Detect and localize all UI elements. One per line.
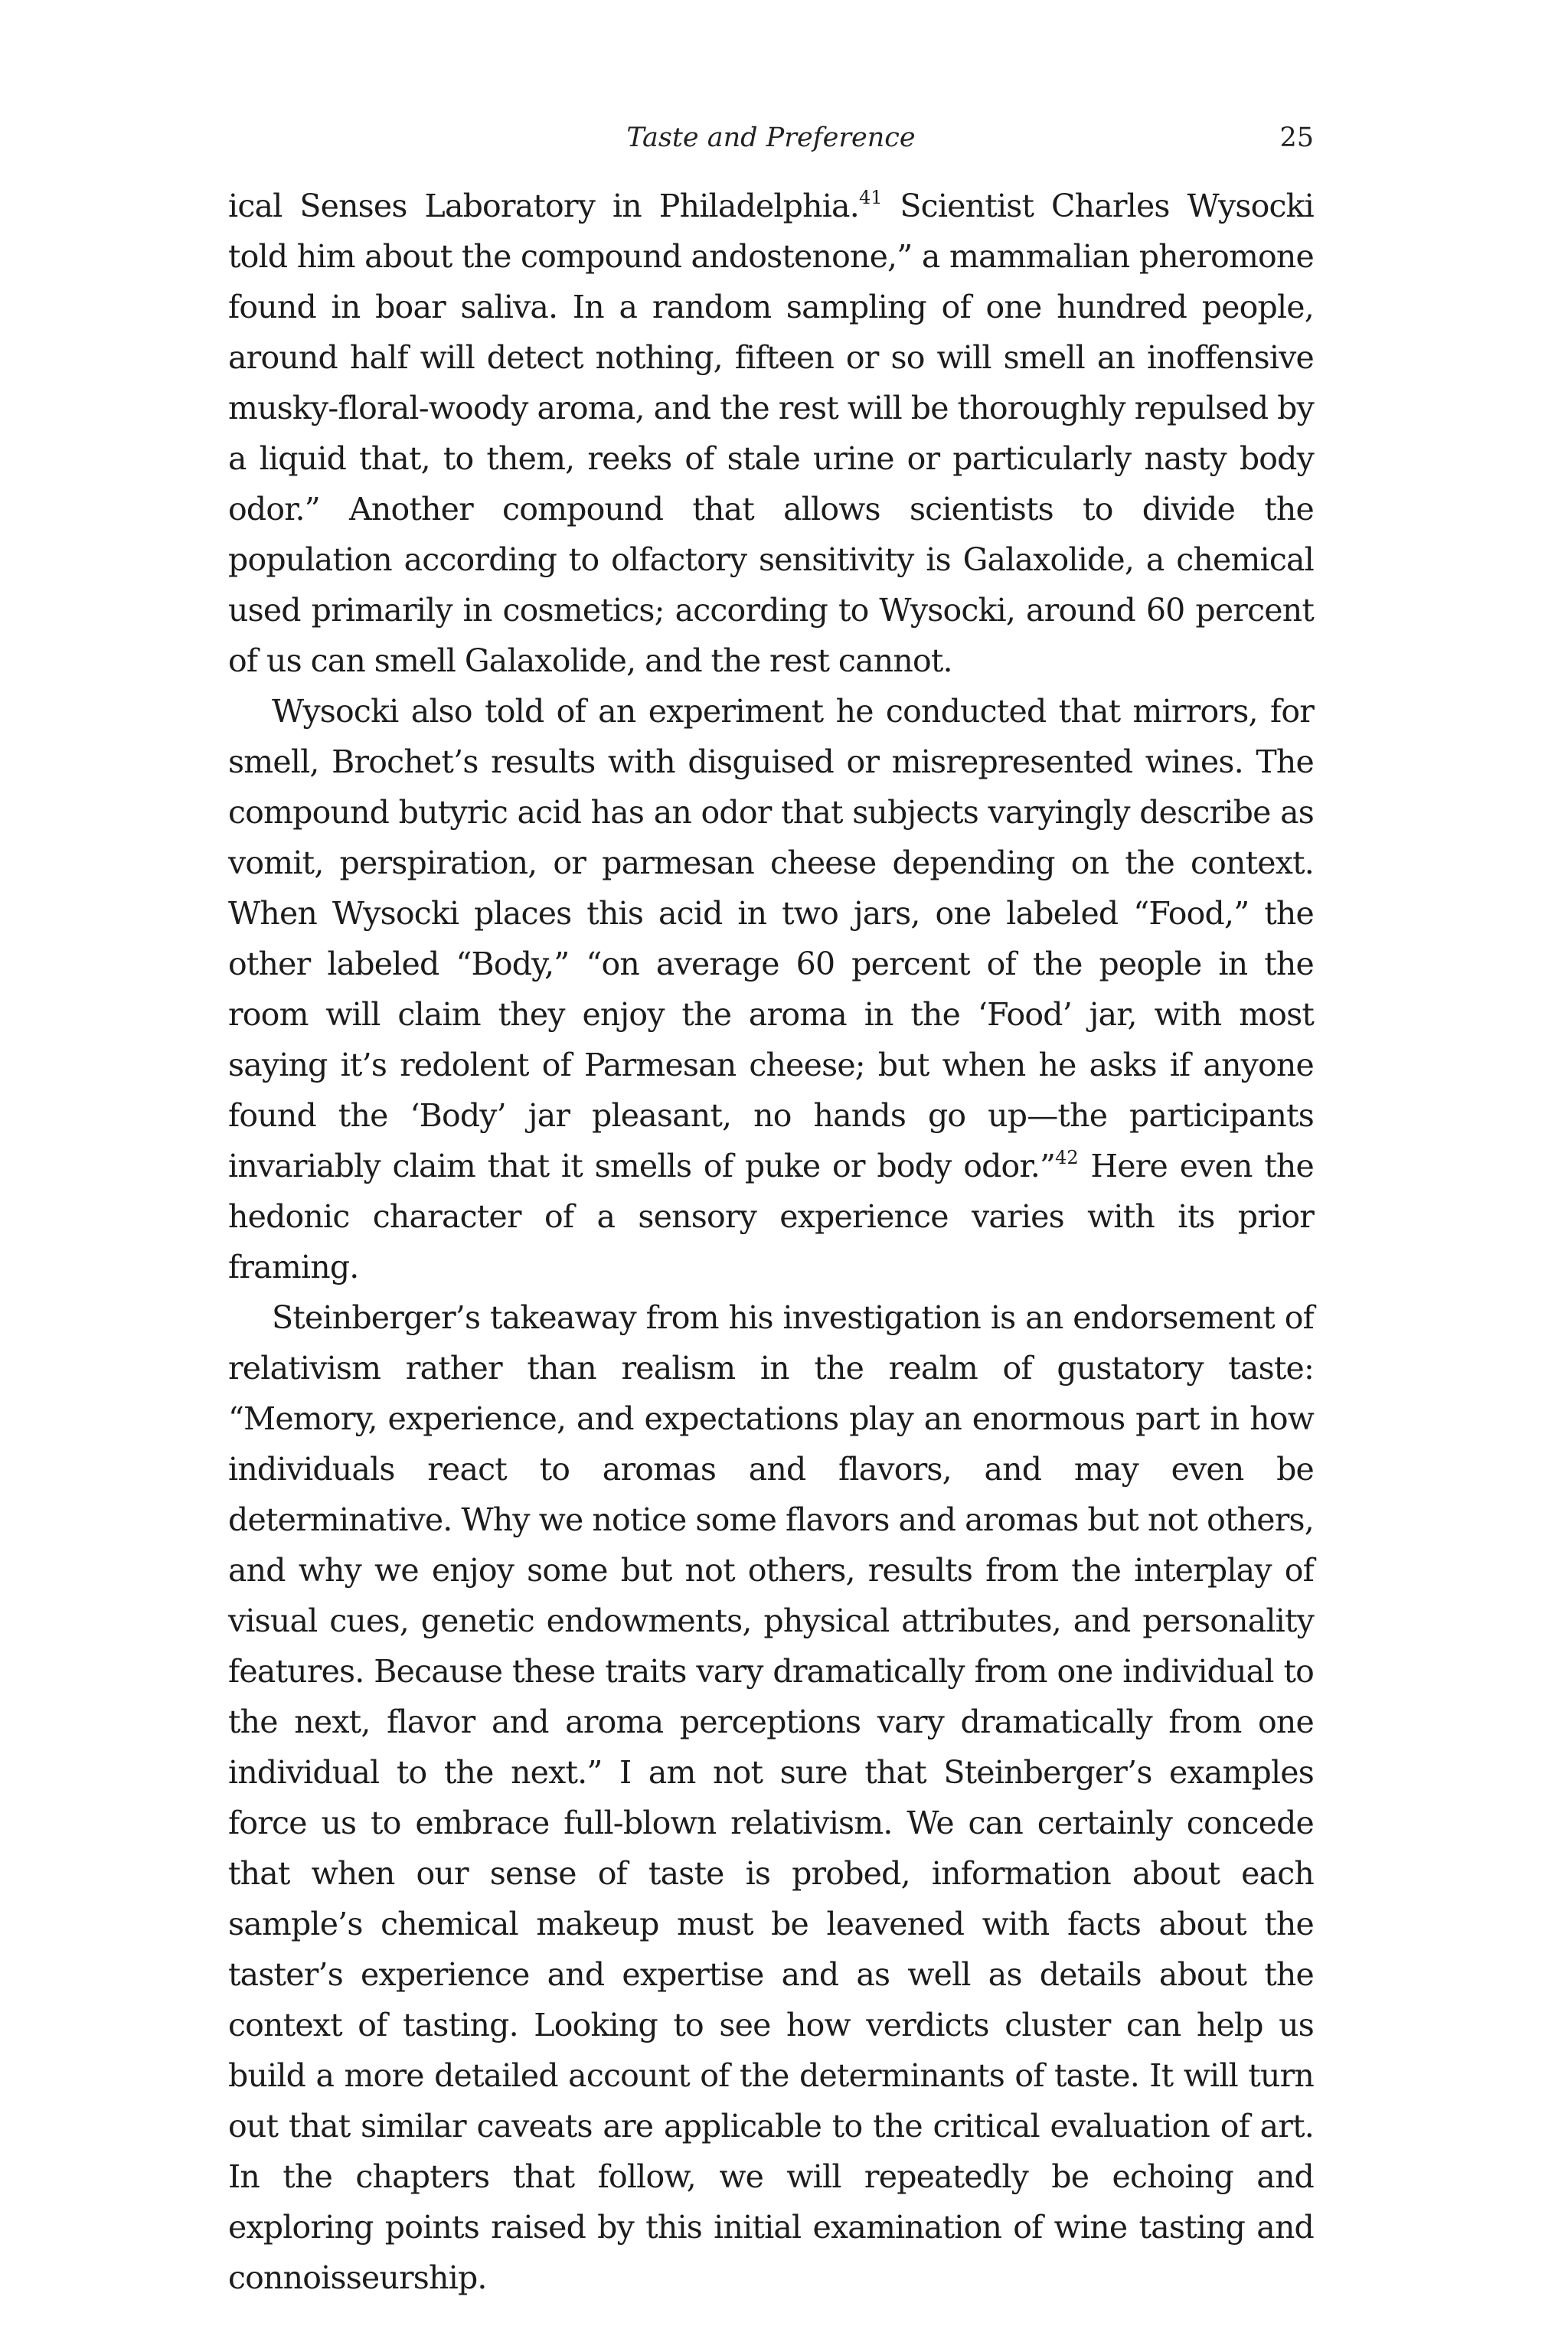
footnote-ref-41[interactable]: 41 (858, 187, 883, 208)
paragraph-text: ical Senses Laboratory in Philadelphia. (228, 188, 859, 224)
footnote-ref-42[interactable]: 42 (1055, 1147, 1079, 1168)
paragraph-text: Steinberger’s takeaway from his investigation is an endorsement of relativism rather than realism in the realm of gustatory taste: “Memory, experience, and expectations play an enormous part in how individuals react to aromas and flavors, and may even be determinative. Why we notice some flavors and aromas but not others, and why we enjoy some but not others, results from the interplay of visual cues, genetic endowments, physical attributes, and personality features. Because these traits vary dramatically from one individual to the next, flavor and aroma perceptions vary dramatically from one individual to the next.” I am not sure that Steinberger’s examples force us to embrace full-blown relativism. We can certainly concede that when our sense of taste is probed, information about each sample’s chemical makeup must be leavened with facts about the taster’s experience and expertise and as well as details about the context of tasting. Looking to see how verdicts cluster can help us build a more detailed account of the determinants of taste. It will turn out that similar caveats are applicable to the critical evaluation of art. In the chapters that follow, we will repeatedly be echoing and exploring points raised by this initial examination of wine tasting and connoisseurship. (228, 1299, 1314, 2296)
paragraph-text: Here even the hedonic character of a sensory experience varies with its prior framing. (228, 1148, 1315, 1285)
paragraph-3 (228, 1292, 1314, 2303)
paragraph-1 (228, 181, 1314, 686)
page-number: 25 (1279, 122, 1314, 153)
paragraph-2 (228, 686, 1314, 1292)
paragraph-text: Scientist Charles Wysocki told him about the compound andostenone,” a mammalian pheromone found in boar saliva. In a random sampling of one hundred people, around half will detect nothing, fifteen or so will smell an inoffensive musky-floral-woody aroma, and the rest will be thoroughly repulsed by a liquid that, to them, reeks of stale urine or particularly nasty body odor.” Another compound that allows scientists to divide the population according to olfactory sensitivity is Galaxolide, a chemical used primarily in cosmetics; according to Wysocki, around 60 percent of us can smell Galaxolide, and the rest cannot. (228, 188, 1314, 679)
running-title: Taste and Preference (626, 122, 916, 153)
paragraph-text: Wysocki also told of an experiment he conducted that mirrors, for smell, Brochet’s results with disguised or misrepresented wines. The compound butyric acid has an odor that subjects varyingly describe as vomit, perspiration, or parmesan cheese depending on the context. When Wysocki places this acid in two jars, one labeled “Food,” the other labeled “Body,” “on average 60 percent of the people in the room will claim they enjoy the aroma in the ‘Food’ jar, with most saying it’s redolent of Parmesan cheese; but when he asks if anyone found the ‘Body’ jar pleasant, no hands go up—the participants invariably claim that it smells of puke or body odor.” (228, 693, 1314, 1184)
running-head (228, 115, 1314, 161)
body-text (228, 181, 1314, 2303)
